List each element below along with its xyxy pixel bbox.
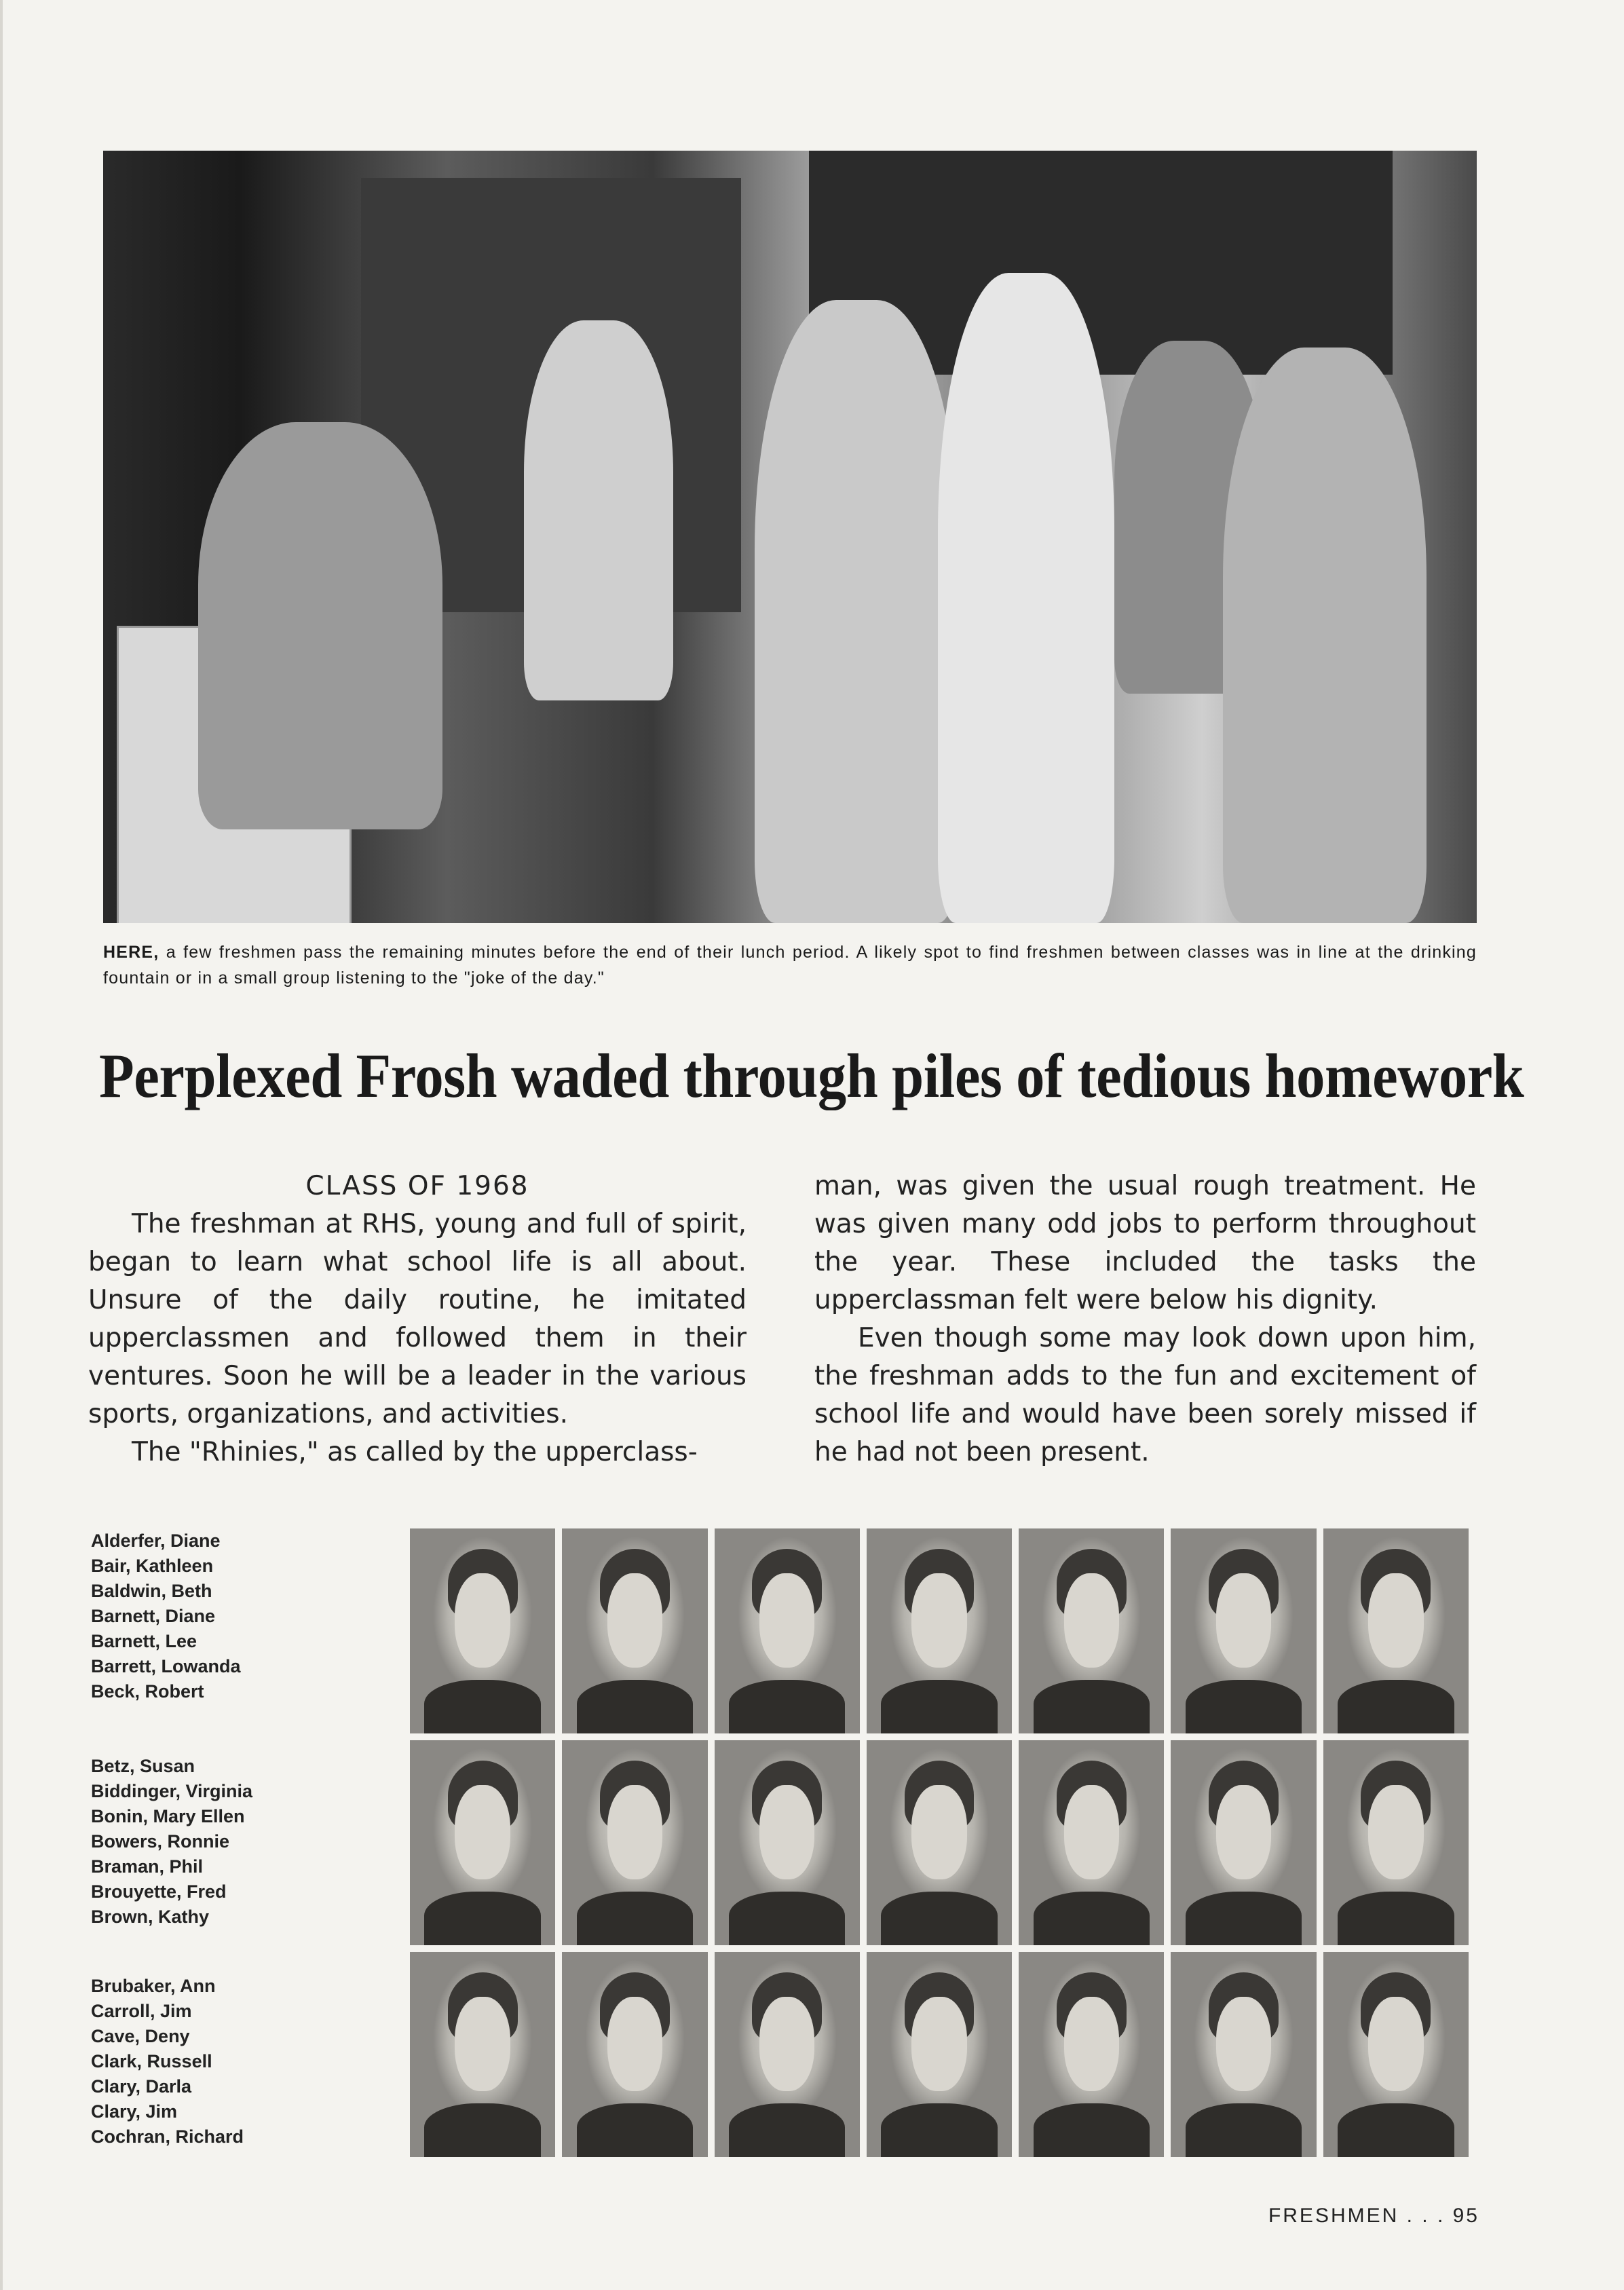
- student-name: Barnett, Lee: [91, 1631, 197, 1651]
- student-name: Barnett, Diane: [91, 1606, 216, 1626]
- portrait-shoulders: [729, 2103, 845, 2157]
- student-name: Betz, Susan: [91, 1756, 195, 1776]
- student-portrait: [1323, 1740, 1469, 1945]
- student-portrait: [1019, 1528, 1164, 1733]
- student-name: Barrett, Lowanda: [91, 1656, 241, 1676]
- article-heading: CLASS OF 1968: [305, 1171, 529, 1201]
- portrait-shoulders: [881, 1680, 997, 1733]
- student-name: Carroll, Jim: [91, 2001, 192, 2021]
- portrait-face: [911, 1997, 966, 2091]
- student-name: Clary, Darla: [91, 2076, 192, 2097]
- caption-lead: HERE,: [103, 943, 159, 962]
- student-portrait: [562, 1952, 707, 2157]
- portrait-face: [1064, 1997, 1119, 2091]
- student-name: Biddinger, Virginia: [91, 1781, 253, 1801]
- portrait-shoulders: [729, 1892, 845, 1945]
- student-name: Alderfer, Diane: [91, 1531, 221, 1551]
- student-portrait: [1019, 1740, 1164, 1945]
- article-paragraph: Even though some may look down upon him, the freshman adds to the fun and excitement of school life and would have been sorely missed if he had not been present.: [814, 1323, 1476, 1467]
- student-portrait: [867, 1528, 1012, 1733]
- student-name: Beck, Robert: [91, 1681, 204, 1702]
- student-figure: [524, 320, 673, 700]
- portrait-face: [1216, 1573, 1271, 1668]
- student-name: Bonin, Mary Ellen: [91, 1806, 245, 1826]
- student-portrait: [1019, 1952, 1164, 2157]
- student-name: Cochran, Richard: [91, 2126, 244, 2147]
- portrait-face: [911, 1573, 966, 1668]
- student-portrait: [715, 1952, 860, 2157]
- portrait-face: [607, 1785, 662, 1879]
- portrait-face: [1216, 1785, 1271, 1879]
- portrait-shoulders: [1338, 1892, 1454, 1945]
- portrait-face: [911, 1785, 966, 1879]
- page-folio: FRESHMEN . . . 95: [1268, 2204, 1479, 2227]
- student-portrait: [715, 1740, 860, 1945]
- portrait-face: [455, 1785, 510, 1879]
- portrait-shoulders: [424, 1892, 540, 1945]
- student-figure: [938, 273, 1114, 923]
- portrait-face: [607, 1573, 662, 1668]
- student-name: Brown, Kathy: [91, 1907, 210, 1927]
- portrait-face: [1216, 1997, 1271, 2091]
- portrait-shoulders: [1338, 1680, 1454, 1733]
- portrait-shoulders: [729, 1680, 845, 1733]
- portrait-face: [455, 1997, 510, 2091]
- student-figure: [755, 300, 958, 923]
- student-name: Braman, Phil: [91, 1856, 204, 1877]
- page-headline: Perplexed Frosh waded through piles of tedious homework: [99, 1041, 1524, 1110]
- student-name: Bair, Kathleen: [91, 1556, 214, 1576]
- portrait-face: [1064, 1785, 1119, 1879]
- portrait-shoulders: [577, 1892, 693, 1945]
- student-portrait: [1171, 1952, 1316, 2157]
- portrait-face: [455, 1573, 510, 1668]
- portrait-face: [1064, 1573, 1119, 1668]
- portrait-face: [1368, 1573, 1423, 1668]
- portrait-shoulders: [881, 1892, 997, 1945]
- portrait-shoulders: [1186, 1892, 1302, 1945]
- portrait-shoulders: [1338, 2103, 1454, 2157]
- article-column-right: [814, 1167, 1476, 1471]
- photo-caption: [103, 939, 1477, 991]
- student-portrait: [410, 1952, 555, 2157]
- student-name: Bowers, Ronnie: [91, 1831, 230, 1852]
- student-name: Cave, Deny: [91, 2026, 190, 2046]
- student-portrait: [410, 1528, 555, 1733]
- portrait-face: [759, 1997, 814, 2091]
- portrait-shoulders: [577, 2103, 693, 2157]
- student-figure: [1223, 348, 1427, 923]
- article-paragraph: The freshman at RHS, young and full of spirit, began to learn what school life is all about. Unsure of the daily routine, he imitated upperclassmen and followed them in their ventures. Soon he will be a leader in the various sports, organizations, and activities.: [88, 1209, 747, 1429]
- portrait-face: [759, 1785, 814, 1879]
- student-name: Brouyette, Fred: [91, 1881, 227, 1902]
- portrait-grid: [410, 1528, 1469, 2157]
- portrait-face: [759, 1573, 814, 1668]
- student-portrait: [1171, 1740, 1316, 1945]
- student-name: Clary, Jim: [91, 2101, 178, 2122]
- student-portrait: [867, 1740, 1012, 1945]
- article-paragraph: man, was given the usual rough treatment. He was given many odd jobs to perform throughout the year. These included the tasks the upperclassman felt were below his dignity.: [814, 1171, 1476, 1315]
- student-portrait: [410, 1740, 555, 1945]
- article-paragraph: The "Rhinies," as called by the upperclass-: [132, 1437, 698, 1467]
- student-name: Baldwin, Beth: [91, 1581, 212, 1601]
- article-column-left: [88, 1167, 747, 1471]
- portrait-face: [1368, 1997, 1423, 2091]
- portrait-shoulders: [1186, 2103, 1302, 2157]
- student-portrait: [867, 1952, 1012, 2157]
- portrait-shoulders: [424, 1680, 540, 1733]
- portrait-shoulders: [577, 1680, 693, 1733]
- portrait-shoulders: [1186, 1680, 1302, 1733]
- name-list-row-1: [91, 1528, 390, 1704]
- caption-text: a few freshmen pass the remaining minutes before the end of their lunch period. A likely spot to find freshmen between classes was in line at the drinking fountain or in a small group listening to the "joke of the day.": [103, 943, 1477, 988]
- portrait-shoulders: [424, 2103, 540, 2157]
- name-list-row-2: [91, 1754, 390, 1930]
- portrait-face: [607, 1997, 662, 2091]
- student-drinking: [198, 422, 442, 829]
- name-list-row-3: [91, 1974, 390, 2150]
- portrait-shoulders: [1034, 1892, 1150, 1945]
- portrait-shoulders: [1034, 2103, 1150, 2157]
- student-name: Clark, Russell: [91, 2051, 212, 2071]
- hallway-photo: [103, 151, 1477, 923]
- student-portrait: [715, 1528, 860, 1733]
- student-portrait: [1323, 1952, 1469, 2157]
- student-portrait: [1323, 1528, 1469, 1733]
- portrait-shoulders: [881, 2103, 997, 2157]
- student-portrait: [562, 1528, 707, 1733]
- portrait-shoulders: [1034, 1680, 1150, 1733]
- student-name: Brubaker, Ann: [91, 1976, 216, 1996]
- portrait-face: [1368, 1785, 1423, 1879]
- student-portrait: [562, 1740, 707, 1945]
- student-portrait: [1171, 1528, 1316, 1733]
